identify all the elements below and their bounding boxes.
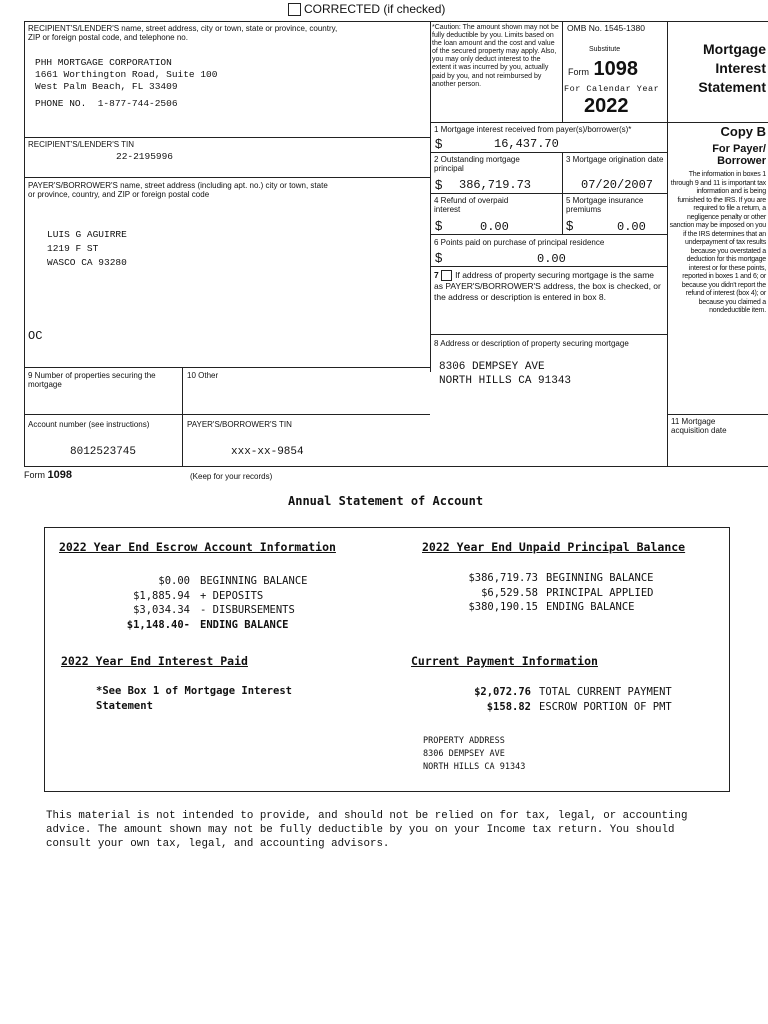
footer-form-word: Form	[24, 470, 45, 480]
box1-value: 16,437.70	[494, 137, 559, 151]
box2-dollar: $	[435, 177, 443, 192]
box3-value: 07/20/2007	[581, 178, 654, 192]
tax-year: 2022	[584, 95, 629, 117]
interest-note-1: *See Box 1 of Mortgage Interest	[96, 685, 292, 697]
lender-address-2: West Palm Beach, FL 33409	[35, 81, 178, 92]
title-line-2: Interest	[715, 60, 766, 76]
box7	[434, 270, 664, 303]
form-number: 1098	[593, 58, 638, 80]
box5-dollar: $	[566, 218, 574, 233]
box2-label: 2 Outstanding mortgage principal	[434, 155, 520, 173]
account-value: 8012523745	[70, 446, 137, 458]
escrow-row	[60, 618, 307, 633]
box5-value: 0.00	[617, 220, 646, 234]
payer-code: OC	[28, 329, 43, 343]
escrow-title: 2022 Year End Escrow Account Information	[59, 540, 336, 554]
escrow-amount: $3,034.34	[133, 604, 190, 616]
payment-row	[420, 700, 672, 715]
copy-b-text: The information in boxes 1 through 9 and 11 is important tax information and is being furnished to the IRS. If you are required to file a return, a negligence penalty or other sanction may be imposed on you if the IRS determines that an underpayment of tax results because you overstated a deduction for this mortgage interest or for these points, reported in boxes 1 and 6; or because you didn't report the refund of interest (box 4); or because you claimed a nondeductible item.	[669, 171, 766, 314]
disclaimer-line-3: consult your own tax, legal, and accounting advisors.	[46, 838, 390, 850]
recipient-tin: 22-2195996	[116, 151, 174, 162]
caution-text: *Caution: The amount shown may not be fully deductible by you. Limits based on the loan amount and the cost and value of the secured property may apply. Also, you may only deduct interest to the extent it was incurred by you, actually paid by you, and not reimbursed by another person.	[432, 24, 559, 88]
escrow-row-label: BEGINNING BALANCE	[200, 575, 308, 587]
payment-row	[420, 685, 672, 700]
footer-form-number: 1098	[47, 469, 72, 481]
principal-row-label: BEGINNING BALANCE	[546, 572, 654, 584]
keep-records: (Keep for your records)	[190, 472, 273, 481]
recipient-label: RECIPIENT'S/LENDER'S name, street address, city or town, state or province, country, ZIP or foreign postal code, and telephone no.	[28, 24, 338, 42]
box8-line-2: NORTH HILLS CA 91343	[439, 375, 572, 387]
box9-label: 9 Number of properties securing the mortgage	[28, 371, 156, 389]
box6-dollar: $	[435, 250, 443, 265]
title-line-1: Mortgage	[703, 41, 766, 57]
escrow-rows	[60, 574, 307, 632]
payer-tin-label: PAYER'S/BORROWER'S TIN	[187, 420, 292, 429]
lender-address-1: 1661 Worthington Road, Suite 100	[35, 69, 218, 80]
property-label: PROPERTY ADDRESS	[423, 736, 505, 746]
disclaimer	[46, 809, 687, 851]
payment-title: Current Payment Information	[411, 654, 598, 668]
form-number-box	[568, 58, 638, 81]
principal-row	[420, 571, 653, 586]
box8-line-1: 8306 DEMPSEY AVE	[439, 361, 545, 373]
box4-label: 4 Refund of overpaid interest	[434, 196, 509, 214]
box8-label: 8 Address or description of property securing mortgage	[434, 339, 629, 348]
form-footer	[24, 469, 72, 481]
principal-amount: $6,529.58	[481, 586, 538, 599]
for-payer-label: For Payer/	[712, 143, 766, 155]
copy-b-label: Copy B	[720, 124, 766, 139]
corrected-label: CORRECTED (if checked)	[304, 2, 446, 16]
box2-value: 386,719.73	[459, 178, 532, 192]
lender-phone: PHONE NO. 1-877-744-2506	[35, 98, 178, 109]
escrow-row-label: - DISBURSEMENTS	[200, 604, 295, 616]
principal-amount: $380,190.15	[468, 601, 538, 613]
principal-rows	[420, 571, 653, 615]
payment-rows	[420, 685, 672, 715]
calendar-year-label: For Calendar Year	[564, 84, 660, 94]
principal-row-label: ENDING BALANCE	[546, 601, 635, 613]
payer-address-2: WASCO CA 93280	[47, 257, 127, 268]
box6-label: 6 Points paid on purchase of principal residence	[434, 238, 605, 247]
box3-label: 3 Mortgage origination date	[566, 155, 664, 164]
lender-name: PHH MORTGAGE CORPORATION	[35, 57, 172, 68]
box1-label: 1 Mortgage interest received from payer(s)/borrower(s)*	[434, 125, 632, 134]
escrow-row	[60, 589, 307, 604]
box7-number: 7	[434, 270, 439, 280]
payer-label: PAYER'S/BORROWER'S name, street address (including apt. no.) city or town, state or province, country, and ZIP or foreign postal code	[28, 181, 328, 199]
property-line-2: NORTH HILLS CA 91343	[423, 762, 526, 772]
escrow-row	[60, 603, 307, 618]
box7-checkbox[interactable]	[441, 270, 452, 281]
statement-heading: Annual Statement of Account	[288, 494, 484, 508]
account-label: Account number (see instructions)	[28, 420, 150, 429]
corrected-checkbox-row	[288, 2, 445, 16]
escrow-amount: $0.00	[158, 575, 190, 587]
box1-dollar: $	[435, 136, 443, 151]
form-title	[668, 40, 766, 97]
escrow-row-label: + DEPOSITS	[200, 589, 264, 602]
title-line-3: Statement	[698, 79, 766, 95]
recipient-tin-label: RECIPIENT'S/LENDER'S TIN	[28, 140, 135, 149]
property-line-1: 8306 DEMPSEY AVE	[423, 749, 505, 759]
substitute-label: Substitute	[589, 46, 621, 53]
disclaimer-line-1: This material is not intended to provide, and should not be relied on for tax, legal, or accounting	[46, 810, 688, 822]
payer-address-1: 1219 F ST	[47, 243, 99, 254]
box6-value: 0.00	[537, 252, 566, 266]
escrow-row-label: ENDING BALANCE	[200, 618, 289, 631]
disclaimer-line-2: advice. The amount shown may not be fully deductible by you on your Income tax return. You should	[46, 824, 675, 836]
principal-title: 2022 Year End Unpaid Principal Balance	[422, 540, 686, 554]
principal-row	[420, 586, 653, 601]
box5-label: 5 Mortgage insurance premiums	[566, 196, 644, 214]
box11-label: 11 Mortgage acquisition date	[671, 417, 727, 435]
principal-row	[420, 600, 653, 615]
omb-number: OMB No. 1545-1380	[567, 23, 645, 33]
escrow-amount: $1,885.94	[133, 589, 190, 602]
principal-amount: $386,719.73	[468, 572, 538, 584]
corrected-checkbox[interactable]	[288, 3, 301, 16]
principal-row-label: PRINCIPAL APPLIED	[546, 586, 654, 599]
interest-note-2: Statement	[96, 700, 153, 712]
box10-label: 10 Other	[187, 371, 219, 380]
payer-name: LUIS G AGUIRRE	[47, 229, 127, 240]
box4-dollar: $	[435, 218, 443, 233]
form-word: Form	[568, 67, 589, 77]
payment-amount: $158.82	[486, 701, 531, 713]
payment-amount: $2,072.76	[474, 686, 531, 698]
interest-title: 2022 Year End Interest Paid	[61, 654, 248, 668]
borrower-label: Borrower	[717, 155, 766, 167]
escrow-row	[60, 574, 307, 589]
box4-value: 0.00	[480, 220, 509, 234]
box7-text: If address of property securing mortgage is the same as PAYER'S/BORROWER'S address, the box is checked, or the address or description is entered in box 8.	[434, 270, 661, 303]
payer-tin: xxx-xx-9854	[231, 446, 304, 458]
payment-row-label: ESCROW PORTION OF PMT	[539, 701, 672, 713]
payment-row-label: TOTAL CURRENT PAYMENT	[539, 686, 672, 698]
escrow-amount: $1,148.40-	[126, 618, 190, 631]
